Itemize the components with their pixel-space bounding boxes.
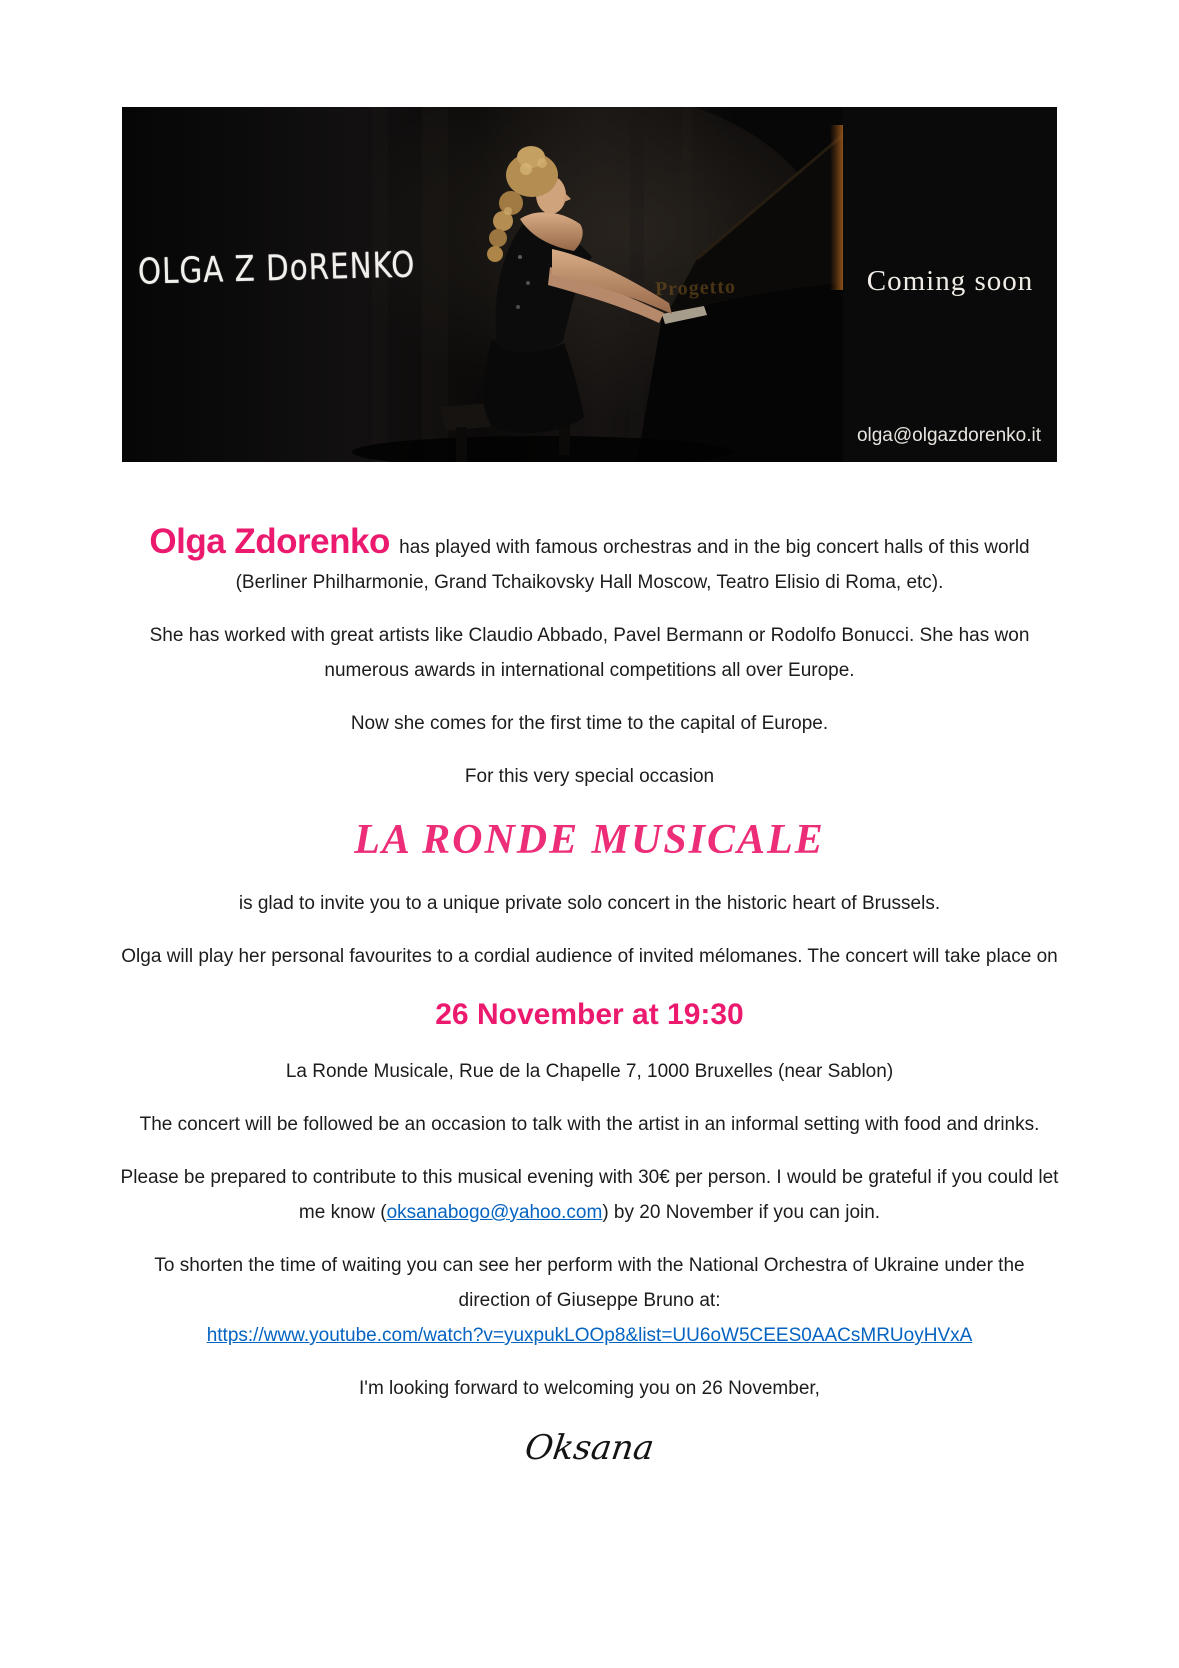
hero-photo [122,107,1057,462]
paragraph-video-link [120,1318,1059,1353]
paragraph-occasion: For this very special occasion [464,766,715,787]
artist-name-overlay: OLGA Z DoRENKO [137,244,416,294]
invitation-body [120,524,1059,1472]
coming-soon-label: Coming soon [866,265,1034,297]
contribution-text-post: ) by 20 November if you can join. [602,1202,881,1223]
intro-paragraph [120,524,1059,600]
signature: Oksana [522,1428,657,1468]
event-title: LA RONDE MUSICALE [354,817,825,863]
paragraph-invite: is glad to invite you to a unique private solo concert in the historic heart of Brussels. [238,893,941,914]
event-datetime: 26 November at 19:30 [435,998,744,1031]
youtube-link[interactable]: https://www.youtube.com/watch?v=yuxpukLOOp8&list=UU6oW5CEES0AACsMRUoyHVxA [206,1325,973,1346]
artist-name-lead: Olga Zdorenko [149,522,390,561]
paragraph-closing: I'm looking forward to welcoming you on 26 November, [359,1378,820,1399]
paragraph-contribution [120,1160,1059,1230]
paragraph-reception: The concert will be followed be an occasion to talk with the artist in an informal setting with food and drinks. [139,1114,1040,1135]
paragraph-first-time: Now she comes for the first time to the capital of Europe. [350,713,829,734]
contribution-text-pre: Please be prepared to contribute to this musical evening with 30€ per person. I would be grateful if you could let me know ( [120,1167,1059,1223]
piano-brand-label: Progetto [654,275,737,301]
paragraph-address: La Ronde Musicale, Rue de la Chapelle 7, 1000 Bruxelles (near Sablon) [285,1061,894,1082]
intro-text: has played with famous orchestras and in the big concert halls of this world (Berliner Philharmonie, Grand Tchaikovsky Hall Moscow, Teatro Elisio di Roma, etc). [235,537,1030,593]
hero-contact-email: olga@olgazdorenko.it [856,425,1042,446]
paragraph-artists: She has worked with great artists like Claudio Abbado, Pavel Bermann or Rodolfo Bonucci. She has won numerous awards in international competitions all over Europe. [149,625,1030,681]
email-link[interactable]: oksanabogo@yahoo.com [386,1202,603,1223]
paragraph-program: Olga will play her personal favourites to a cordial audience of invited mélomanes. The concert will take place on [121,946,1058,967]
paragraph-video: To shorten the time of waiting you can see her perform with the National Orchestra of Ukraine under the direction of Giuseppe Bruno at: [154,1255,1025,1311]
